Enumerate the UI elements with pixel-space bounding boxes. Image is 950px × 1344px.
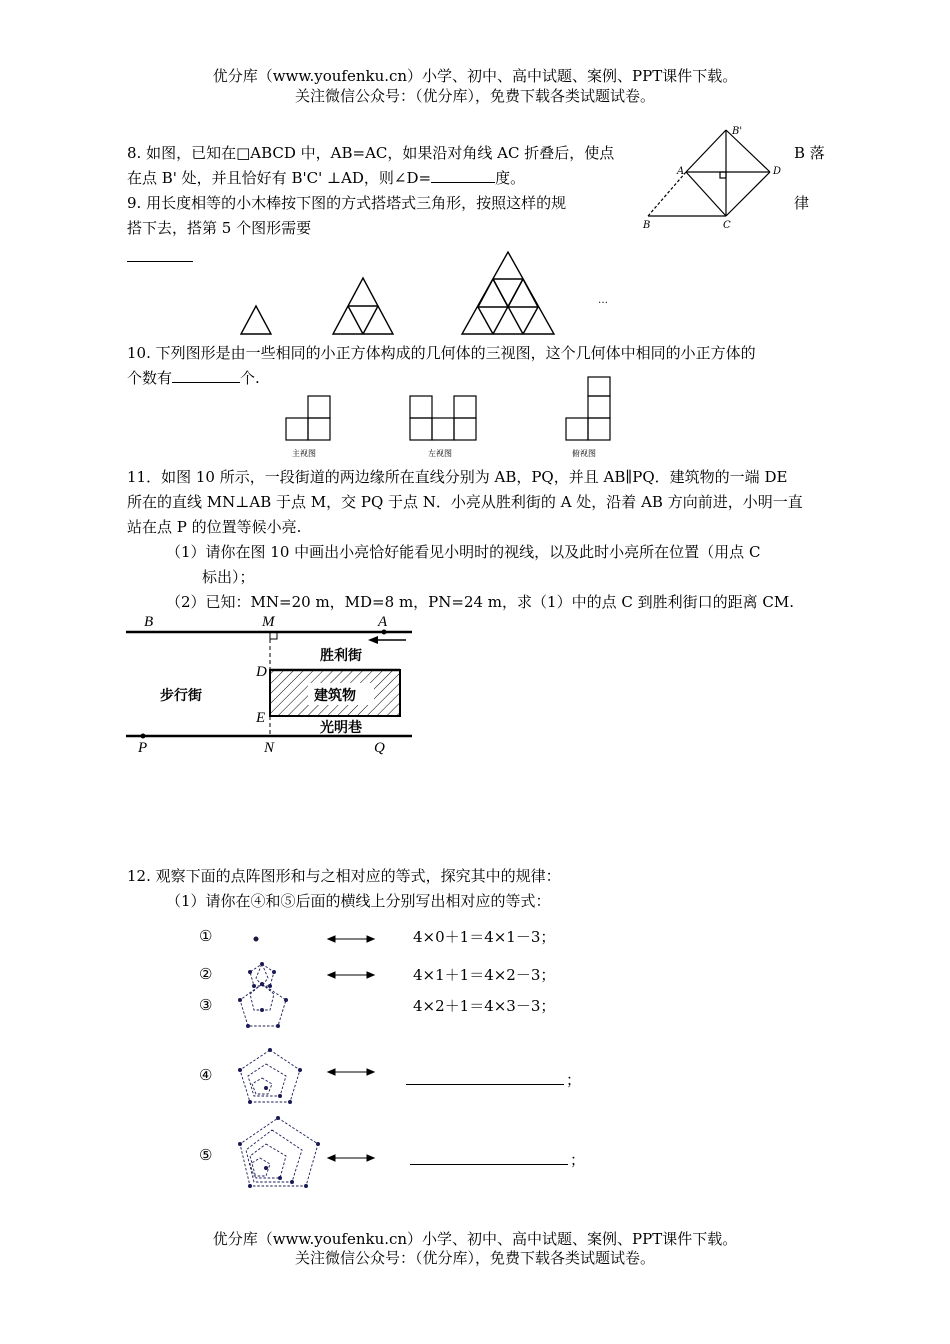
q9-triangles xyxy=(238,250,568,338)
q10-label-top: 俯视图 xyxy=(572,449,596,458)
q8-seg-bp-a xyxy=(686,130,726,172)
q11-sub-1a: （1）请你在图 10 中画出小亮恰好能看见小明时的视线，以及此时小亮所在位置（用点 C xyxy=(166,543,761,561)
q11-label-n: N xyxy=(264,740,275,756)
footer-line-2: 关注微信公众号：（优分库），免费下载各类试题试卷。 xyxy=(294,1249,655,1267)
q12-eq-1: 4×0＋1＝4×1－3； xyxy=(413,928,556,946)
q11-line-2: 所在的直线 MN⊥AB 于点 M，交 PQ 于点 N．小亮从胜利街的 A 处，沿着 AB 方向前进，小明一直 xyxy=(127,493,803,511)
q11-label-lane: 光明巷 xyxy=(320,720,362,736)
q12-arrow-1 xyxy=(328,936,374,942)
q11-label-b: B xyxy=(144,614,154,630)
q11-label-e: E xyxy=(256,710,266,726)
footer-line-1: 优分库（www.youfenku.cn）小学、初中、高中试题、案例、PPT课件下载。 xyxy=(212,1230,738,1248)
q10-line-2-b: 个. xyxy=(240,369,260,387)
q12-eq-2: 4×1＋1＝4×2－3； xyxy=(413,966,556,984)
q12-answer-line-4 xyxy=(406,1084,564,1085)
q10-left-view xyxy=(410,396,476,440)
q10-label-front: 主视图 xyxy=(292,449,316,458)
q11-sub-2: （2）已知：MN=20 m，MD=8 m，PN=24 m，求（1）中的点 C 到胜利街口的距离 CM. xyxy=(166,593,794,611)
q11-label-street1: 胜利街 xyxy=(320,648,362,664)
q12-dots-3 xyxy=(240,984,286,1026)
q11-line-1: 11．如图 10 所示，一段街道的两边缘所在直线分别为 AB，PQ，并且 AB∥PQ．建筑物的一端 DE xyxy=(127,468,788,486)
q11-line-3: 站在点 P 的位置等候小亮. xyxy=(127,518,302,536)
q10-label-left: 左视图 xyxy=(428,449,452,458)
q12-arrow-4 xyxy=(328,1069,374,1075)
q9-line-1: 9. 用长度相等的小木棒按下图的方式搭塔式三角形，按照这样的规 xyxy=(127,194,567,212)
q8-line-2-b: 度。 xyxy=(495,169,526,187)
q10-line-2-a: 个数有 xyxy=(127,369,173,387)
q12-eq-3: 4×2＋1＝4×3－3； xyxy=(413,997,556,1015)
q12-dots-4 xyxy=(240,1050,300,1102)
q12-num-1: ① xyxy=(199,927,213,945)
q8-line-1: 8. 如图，已知在□ABCD 中，AB=AC，如果沿对角线 AC 折叠后，使点 xyxy=(127,144,615,162)
q9-line-2: 搭下去，搭第 5 个图形需要 xyxy=(127,219,312,237)
q10-views xyxy=(280,374,620,460)
q8-right-angle xyxy=(720,172,726,178)
q8-seg-d-c xyxy=(726,172,770,216)
q10-front-view xyxy=(286,396,330,440)
q11-point-a xyxy=(382,630,387,635)
q8-figure xyxy=(640,124,790,234)
header-line-1: 优分库（www.youfenku.cn）小学、初中、高中试题、案例、PPT课件下载。 xyxy=(212,67,738,85)
q10-line-2 xyxy=(127,366,260,390)
q8-line-2 xyxy=(127,166,525,190)
q12-num-2: ② xyxy=(199,965,213,983)
q12-arrows xyxy=(328,930,378,1170)
q12-num-4: ④ xyxy=(199,1066,213,1084)
q8-line-1-end: B 落 xyxy=(794,144,825,162)
q11-label-q: Q xyxy=(374,740,385,756)
q8-seg-b-a xyxy=(648,172,686,216)
q12-num-3: ③ xyxy=(199,996,213,1014)
q11-label-a: A xyxy=(378,614,388,630)
q12-sub-1: （1）请你在④和⑤后面的横线上分别写出相对应的等式： xyxy=(166,892,551,910)
q8-label-c: C xyxy=(723,220,731,231)
q12-arrow-5 xyxy=(328,1155,374,1161)
q12-end-4: ； xyxy=(566,1071,582,1089)
q8-answer-blank xyxy=(431,167,495,183)
q12-line-1: 12. 观察下面的点阵图形和与之相对应的等式，探究其中的规律： xyxy=(127,867,561,885)
q9-tri-2 xyxy=(333,278,393,334)
q8-label-bp: B' xyxy=(732,126,743,137)
q12-num-5: ⑤ xyxy=(199,1146,213,1164)
q11-label-p: P xyxy=(138,740,148,756)
q11-label-d: D xyxy=(256,664,267,680)
q11-label-walk: 步行街 xyxy=(160,688,202,704)
q9-tri-1 xyxy=(241,306,271,334)
q9-tri-3 xyxy=(462,252,554,334)
q12-arrow-2 xyxy=(328,972,374,978)
q12-dot-1 xyxy=(254,937,259,942)
q11-arrow-head xyxy=(368,636,378,644)
q10-top-view xyxy=(566,377,610,440)
q12-dot-patterns xyxy=(236,928,326,1193)
q8-seg-a-c xyxy=(686,172,726,216)
q9-answer-blank xyxy=(127,261,193,262)
q11-label-m: M xyxy=(262,614,275,630)
q12-end-5: ； xyxy=(570,1151,586,1169)
q9-ellipsis: … xyxy=(598,295,608,306)
q10-line-1: 10. 下列图形是由一些相同的小正方体构成的几何体的三视图，这个几何体中相同的小正方体的 xyxy=(127,344,756,362)
q8-line-2-a: 在点 B' 处，并且恰好有 B'C' ⊥AD，则∠D= xyxy=(127,169,432,187)
q12-answer-line-5 xyxy=(410,1164,568,1165)
q11-label-building: 建筑物 xyxy=(314,688,356,704)
header-line-2: 关注微信公众号：（优分库），免费下载各类试题试卷。 xyxy=(294,87,655,105)
q11-point-p xyxy=(141,734,146,739)
q8-label-d: D xyxy=(773,166,782,177)
q11-street-figure xyxy=(126,610,416,756)
q9-line-1-end: 律 xyxy=(794,194,810,212)
q10-answer-blank xyxy=(172,367,240,383)
q11-sub-1b: 标出）； xyxy=(202,568,255,586)
q12-dots-5 xyxy=(240,1118,318,1186)
q8-label-b: B xyxy=(643,220,651,231)
q8-label-a: A xyxy=(677,166,685,177)
